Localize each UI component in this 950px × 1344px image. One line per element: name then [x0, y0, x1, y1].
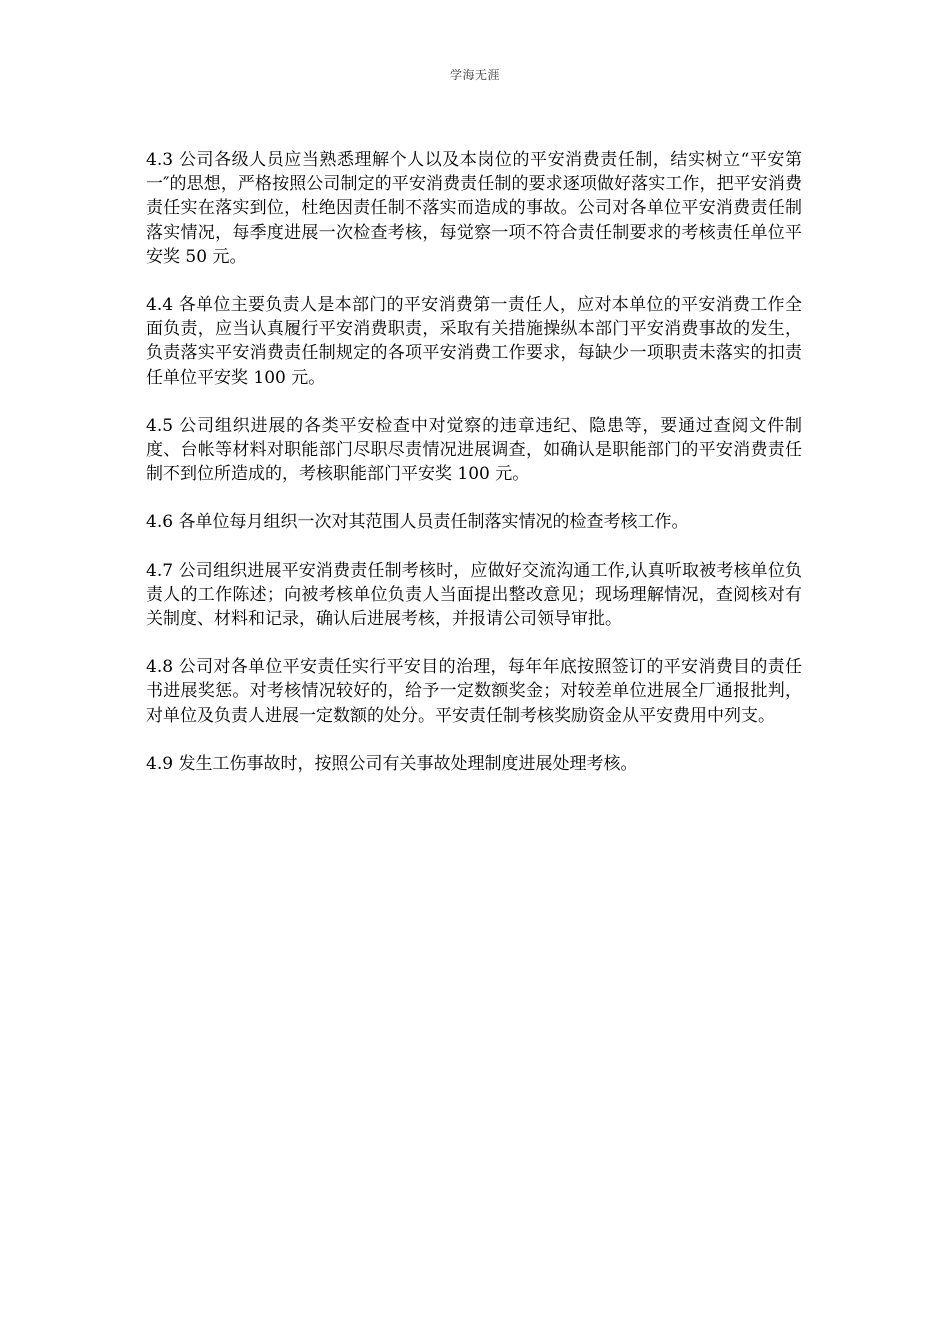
paragraph-4-3: 4.3 公司各级人员应当熟悉理解个人以及本岗位的平安消费责任制，结实树立“平安第一″的思想，严格按照公司制定的平安消费责任制的要求逐项做好落实工作，把平安消费责任实在落实到位，杜绝因责任制不落实而造成的事故。公司对各单位平安消费责任制落实情况，每季度进展一次检查考核，每觉察一项不符合责任制要求的考核责任单位平安奖 50 元。	[146, 150, 802, 267]
page-header: 学海无涯	[449, 68, 500, 82]
paragraph-4-7: 4.7 公司组织进展平安消费责任制考核时，应做好交流沟通工作,认真听取被考核单位负责人的工作陈述；向被考核单位负责人当面提出整改意见；现场理解情况，查阅核对有关制度、材料和记录，确认后进展考核，并报请公司领导审批。	[146, 560, 802, 630]
document-body	[146, 148, 802, 800]
paragraph-4-6: 4.6 各单位每月组织一次对其范围人员责任制落实情况的检查考核工作。	[146, 512, 689, 533]
paragraph-4-5: 4.5 公司组织进展的各类平安检查中对觉察的违章违纪、隐患等，要通过查阅文件制度、台帐等材料对职能部门尽职尽责情况进展调查，如确认是职能部门的平安消费责任制不到位所造成的，考核职能部门平安奖 100 元。	[146, 415, 802, 485]
paragraph-4-8: 4.8 公司对各单位平安责任实行平安目的治理，每年年底按照签订的平安消费目的责任书进展奖惩。对考核情况较好的，给予一定数额奖金；对较差单位进展全厂通报批判，对单位及负责人进展一定数额的处分。平安责任制考核奖励资金从平安费用中列支。	[146, 657, 802, 726]
paragraph-4-9: 4.9 发生工伤事故时，按照公司有关事故处理制度进展处理考核。	[146, 753, 638, 774]
paragraph-4-4: 4.4 各单位主要负责人是本部门的平安消费第一责任人，应对本单位的平安消费工作全面负责，应当认真履行平安消费职责，采取有关措施操纵本部门平安消费事故的发生，负责落实平安消费责任制规定的各项平安消费工作要求，每缺少一项职责未落实的扣责任单位平安奖 100 元。	[146, 295, 802, 388]
